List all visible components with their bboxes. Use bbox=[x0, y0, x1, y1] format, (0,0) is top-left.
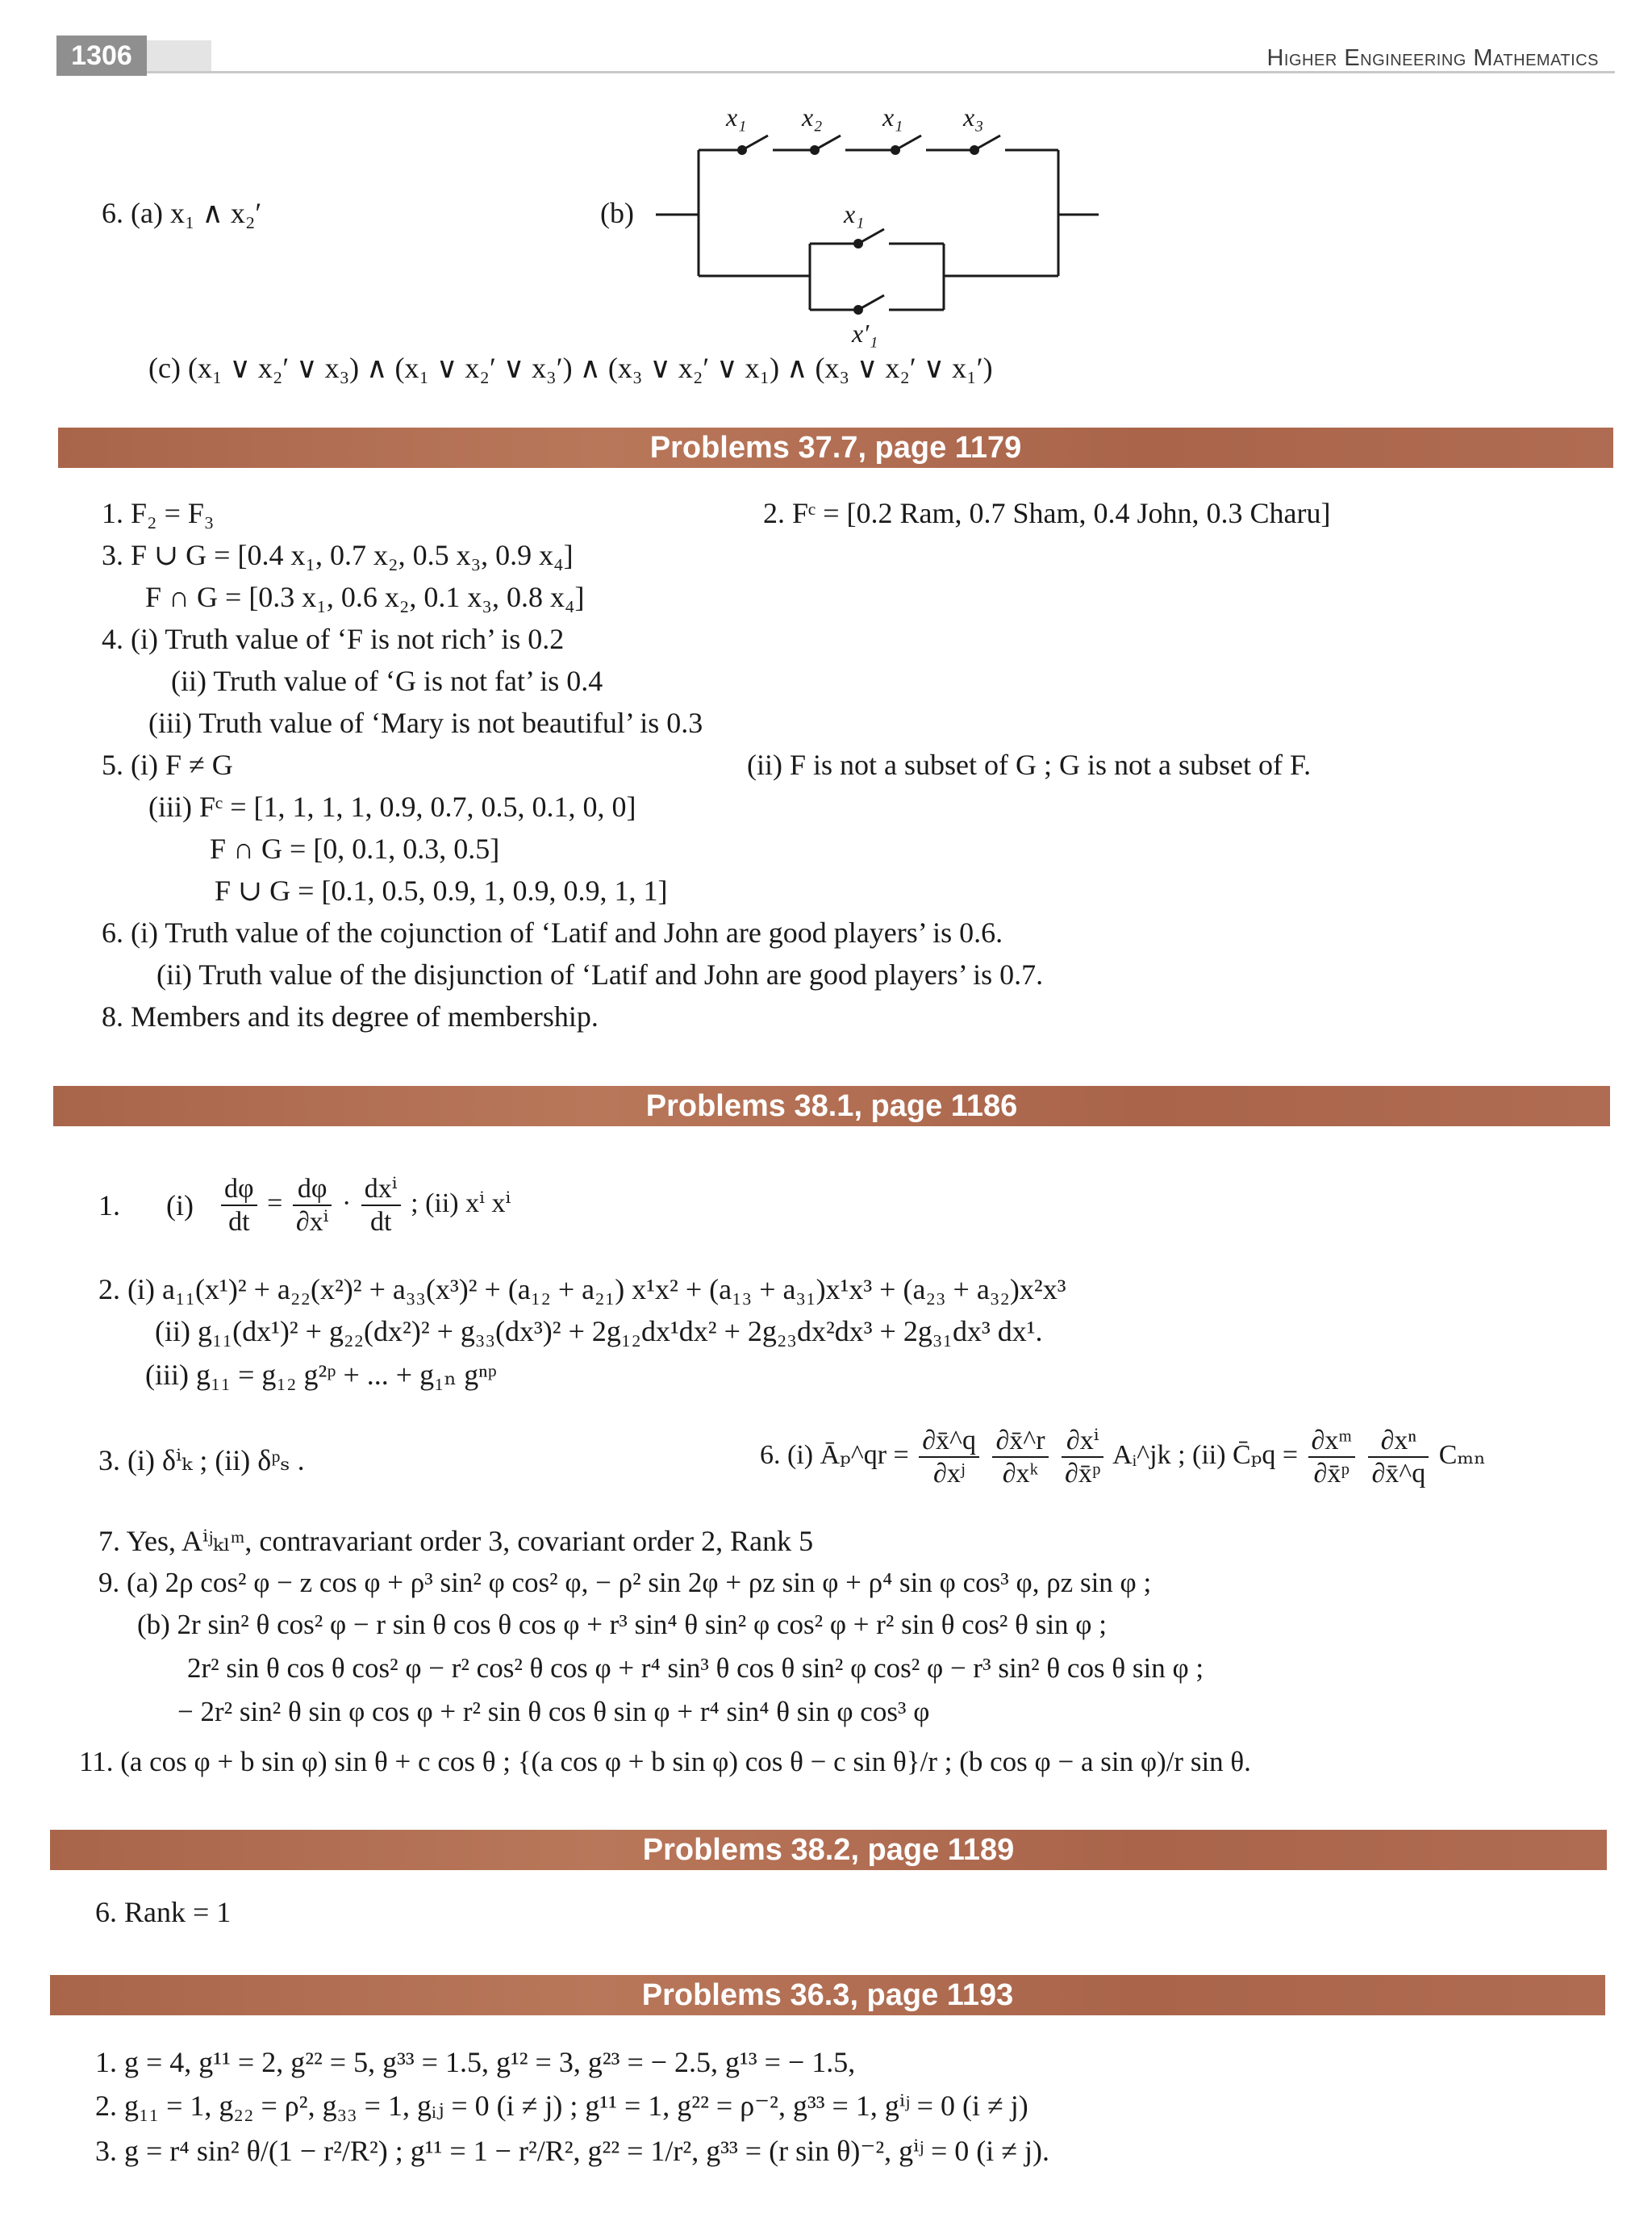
s377-line-5: 4. (i) Truth value of ‘F is not rich’ is 0.2 bbox=[102, 623, 565, 655]
switching-circuit-diagram bbox=[645, 97, 1129, 355]
s377-line-13: 6. (i) Truth value of the cojunction of ‘Latif and John are good players’ is 0.6. bbox=[102, 916, 1003, 949]
s381-item-6: 6. (i) Āₚ^qr = $\frac{\partial x̄\^{}q}{\text{∂xʲ}}$ $\frac{\partial x̄\^{}r}{\text{∂xᵏ}}$ $\frac{\text{∂xⁱ}}{\text{∂x̄ᵖ}}$ Aᵢ^jk ; (ii) C̄ₚq = $\frac{\text{∂xᵐ}}{\text{∂x̄ᵖ}}$ $\frac{\text{∂xⁿ}}{\partial x̄\^{}q}$ Cₘₙ bbox=[760, 1426, 1486, 1489]
s377-line-11: F ∩ G = [0, 0.1, 0.3, 0.5] bbox=[210, 833, 500, 865]
fraction-dxi-dt: $\frac{\text{dxⁱ}}{dt}$ bbox=[361, 1173, 401, 1238]
s381-item-3: 3. (i) δⁱₖ ; (ii) δᵖₛ . bbox=[98, 1444, 305, 1476]
switch-label-x1-prime: x′₁ bbox=[852, 319, 878, 348]
s381-item-1-i: (i) bbox=[166, 1189, 194, 1221]
section-banner-36-3: Problems 36.3, page 1193 bbox=[50, 1975, 1605, 2015]
page-number-tab bbox=[147, 40, 211, 73]
switch-contact bbox=[970, 145, 979, 155]
s381-item-9a: 9. (a) 2ρ cos² φ − z cos φ + ρ³ sin² φ cos² φ, − ρ² sin 2φ + ρz sin φ + ρ⁴ sin φ cos³ φ, ρz sin φ ; bbox=[98, 1567, 1152, 1598]
s377-line-3: 3. F ∪ G = [0.4 x₁, 0.7 x₂, 0.5 x₃, 0.9 x₄] bbox=[102, 539, 574, 571]
s377-line-12: F ∪ G = [0.1, 0.5, 0.9, 1, 0.9, 0.9, 1, 1] bbox=[215, 875, 668, 907]
item-6b-label: (b) bbox=[600, 197, 634, 229]
s381-item-9b-1: (b) 2r sin² θ cos² φ − r sin θ cos θ cos φ + r³ sin⁴ θ sin² φ cos² φ + r² sin θ cos² θ sin φ ; bbox=[137, 1609, 1107, 1640]
switch-label-x1-b: x₁ bbox=[882, 102, 903, 132]
s377-line-14: (ii) Truth value of the disjunction of ‘Latif and John are good players’ is 0.7. bbox=[156, 958, 1044, 991]
s381-line-2iii: (iii) g₁₁ = g₁₂ g²ᵖ + ... + g₁ₙ gⁿᵖ bbox=[145, 1359, 497, 1391]
fraction-dxi-dxbarp: $\frac{\text{∂xⁱ}}{\text{∂x̄ᵖ}}$ bbox=[1062, 1425, 1103, 1489]
fraction-dxbarq-dxj: $\frac{\partial x̄\^{}q}{\text{∂xʲ}}$ bbox=[919, 1425, 979, 1489]
s381-item-9b-2: 2r² sin θ cos θ cos² φ − r² cos² θ cos φ + r⁴ sin³ θ cos θ sin² φ cos² φ − r³ sin² θ cos θ sin φ ; bbox=[187, 1652, 1204, 1684]
s381-line-2ii: (ii) g₁₁(dx¹)² + g₂₂(dx²)² + g₃₃(dx³)² + 2g₁₂dx¹dx² + 2g₂₃dx²dx³ + 2g₃₁dx³ dx¹. bbox=[155, 1315, 1043, 1347]
s363-item-3: 3. g = r⁴ sin² θ/(1 − r²/R²) ; g¹¹ = 1 − r²/R², g²² = 1/r², g³³ = (r sin θ)⁻², gⁱʲ = 0 (i ≠ j). bbox=[95, 2135, 1049, 2167]
item-6c: (c) (x₁ ∨ x₂′ ∨ x₃) ∧ (x₁ ∨ x₂′ ∨ x₃′) ∧ (x₃ ∨ x₂′ ∨ x₁) ∧ (x₃ ∨ x₂′ ∨ x₁′) bbox=[148, 352, 993, 384]
s377-line-9: (ii) F is not a subset of G ; G is not a subset of F. bbox=[747, 749, 1312, 781]
switch-contact bbox=[810, 145, 820, 155]
switch-label-x1: x₁ bbox=[726, 102, 747, 132]
s381-item-1-rest: ; (ii) xⁱ xⁱ bbox=[411, 1188, 511, 1218]
s377-line-2: 2. Fᶜ = [0.2 Ram, 0.7 Sham, 0.4 John, 0.3 Charu] bbox=[763, 497, 1331, 529]
s377-line-4: F ∩ G = [0.3 x₁, 0.6 x₂, 0.1 x₃, 0.8 x₄] bbox=[145, 581, 585, 613]
switch-contact bbox=[853, 239, 863, 248]
switch-label-x2: x₂ bbox=[802, 102, 823, 132]
s381-line-2i: 2. (i) a₁₁(x¹)² + a₂₂(x²)² + a₃₃(x³)² + (a₁₂ + a₂₁) x¹x² + (a₁₃ + a₃₁)x¹x³ + (a₂₃ + a₃₂)x²x³ bbox=[98, 1273, 1066, 1305]
s377-line-6: (ii) Truth value of ‘G is not fat’ is 0.4 bbox=[171, 665, 603, 697]
item-6a: 6. (a) x₁ ∧ x₂′ bbox=[102, 197, 262, 229]
fraction-dxm-dxbarp: $\frac{\text{∂xᵐ}}{\text{∂x̄ᵖ}}$ bbox=[1308, 1425, 1355, 1489]
fraction-dphi-dt: $\frac{d\varphi}{dt}$ bbox=[221, 1173, 257, 1238]
fraction-dxbarr-dxk: $\frac{\partial x̄\^{}r}{\text{∂xᵏ}}$ bbox=[992, 1425, 1048, 1489]
s377-line-1: 1. F₂ = F₃ bbox=[102, 497, 215, 529]
s377-line-10: (iii) Fᶜ = [1, 1, 1, 1, 0.9, 0.7, 0.5, 0.1, 0, 0] bbox=[148, 791, 636, 823]
switch-contact bbox=[853, 305, 863, 315]
fraction-dphi-dxi: $\frac{d\varphi}{\text{∂xⁱ}}$ bbox=[293, 1173, 332, 1238]
switch-label-x1-c: x₁ bbox=[844, 199, 865, 228]
fraction-dxn-dxbarq: $\frac{\text{∂xⁿ}}{\partial x̄\^{}q}$ bbox=[1368, 1425, 1429, 1489]
s377-line-7: (iii) Truth value of ‘Mary is not beautiful’ is 0.3 bbox=[148, 707, 703, 739]
page-number: 1306 bbox=[56, 35, 147, 76]
switch-contact bbox=[891, 145, 900, 155]
section-banner-38-2: Problems 38.2, page 1189 bbox=[50, 1830, 1607, 1870]
s381-item-11: 11. (a cos φ + b sin φ) sin θ + c cos θ ; {(a cos φ + b sin φ) cos θ − c sin θ}/r ; (b cos φ − a sin φ)/r sin θ. bbox=[79, 1746, 1251, 1777]
s381-item-1-number: 1. bbox=[98, 1189, 120, 1221]
s381-item-7: 7. Yes, Aⁱʲₖₗᵐ, contravariant order 3, covariant order 2, Rank 5 bbox=[98, 1525, 814, 1557]
section-banner-37-7: Problems 37.7, page 1179 bbox=[58, 428, 1613, 468]
section-banner-38-1: Problems 38.1, page 1186 bbox=[53, 1086, 1610, 1126]
s381-item-1-formula: $\frac{d\varphi}{dt}$ = $\frac{d\varphi}{\text{∂xⁱ}}$ · $\frac{\text{dxⁱ}}{dt}$ ; (ii) xⁱ xⁱ bbox=[218, 1173, 511, 1238]
s381-item-9b-3: − 2r² sin² θ sin φ cos φ + r² sin θ cos θ sin φ + r⁴ sin⁴ θ sin φ cos³ φ bbox=[177, 1696, 930, 1727]
s363-item-2: 2. g₁₁ = 1, g₂₂ = ρ², g₃₃ = 1, gᵢⱼ = 0 (i ≠ j) ; g¹¹ = 1, g²² = ρ⁻², g³³ = 1, gⁱʲ = 0 (i ≠ j) bbox=[95, 2090, 1028, 2122]
s377-line-15: 8. Members and its degree of membership. bbox=[102, 1000, 599, 1033]
switch-contact bbox=[737, 145, 747, 155]
s382-item-6: 6. Rank = 1 bbox=[95, 1896, 232, 1928]
s377-line-8: 5. (i) F ≠ G bbox=[102, 749, 233, 781]
s363-item-1: 1. g = 4, g¹¹ = 2, g²² = 5, g³³ = 1.5, g¹² = 3, g²³ = − 2.5, g¹³ = − 1.5, bbox=[95, 2046, 856, 2078]
running-title: Higher Engineering Mathematics bbox=[1266, 45, 1599, 71]
switch-label-x3: x₃ bbox=[963, 102, 984, 132]
